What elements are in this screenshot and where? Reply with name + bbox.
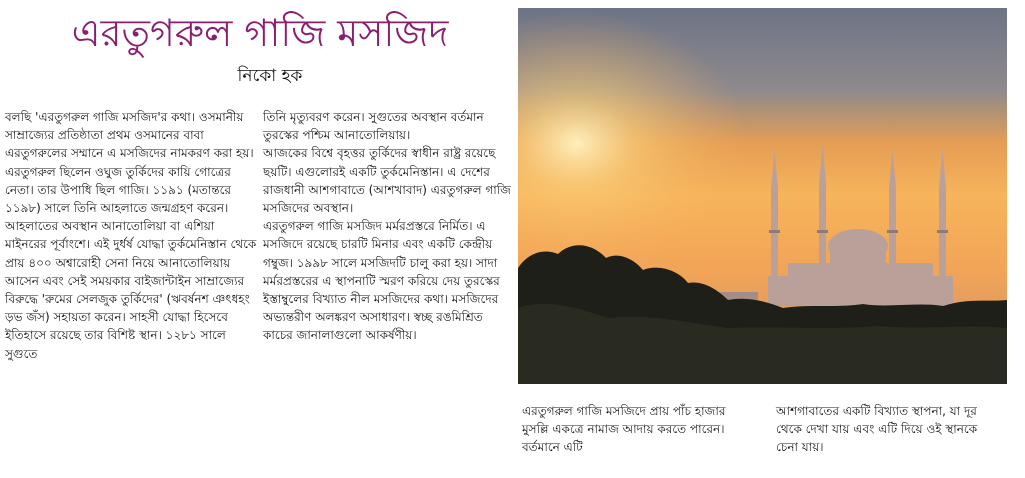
mosque-photo (518, 8, 1007, 384)
paragraph: তিনি মৃত্যুবরণ করেন। সুগুতের অবস্থান বর্তমান তুরস্কের পশ্চিম আনাতোলিয়ায়। (263, 110, 484, 143)
author-byline: নিকো হক (237, 66, 303, 86)
paragraph: আজকের বিশ্বে বৃহত্তর তুর্কিদের স্বাধীন রাষ্ট্র রয়েছে ছয়টি। এগুলোরই একটি তুর্কমেনিস্তান। এ দেশের রাজধানী আশগাবাতে (আশখাবাদ) এরতুগরুল গাজি মসজিদের অবস্থান। (263, 146, 511, 216)
photo-caption-2: আশগাবাতের একটি বিখ্যাত স্থাপনা, যা দূর থেকে দেখা যায় এবং এটি দিয়ে ওই স্থানকে চেনা যায়। (776, 404, 978, 454)
article-column-2 (263, 108, 513, 345)
article-headline: এরতুগরুল গাজি মসজিদ (71, 11, 449, 55)
photo-caption-1: এরতুগরুল গাজি মসজিদে প্রায় পাঁচ হাজার মুসল্লি একত্রে নামাজ আদায় করতে পারেন। বর্তমানে এটি (522, 404, 726, 454)
article-column-1 (5, 108, 257, 363)
paragraph: এরতুগরুল গাজি মসজিদ মর্মরপ্রস্তরে নির্মিত। এ মসজিদে রয়েছে চারটি মিনার এবং একটি কেন্দ্রীয় গম্বুজ। ১৯৯৮ সালে মসজিদটি চালু করা হয়। সাদা মর্মরপ্রস্তরের এ স্থাপনাটি স্মরণ করিয়ে দেয় তুরস্কের ইস্তাম্বুলের বিখ্যাত নীল মসজিদের কথা। মসজিদের অভ্যন্তরীণ অলঙ্করণ অসাধারণ। স্বচ্ছ রঙমিশ্রিত কাচের জানালাগুলো আকর্ষণীয়। (263, 219, 500, 343)
paragraph: বলছি 'এরতুগরুল গাজি মসজিদ'র কথা। ওসমানীয় সাম্রাজ্যের প্রতিষ্ঠাতা প্রথম ওসমানের বাবা এরতুগরুলের সম্মানে এ মসজিদের নামকরণ করা হয়। এরতুগরুল ছিলেন ওঘুজ তুর্কিদের কায়ি গোত্রের নেতা। তার উপাধি ছিল গাজি। ১১৯১ (মতান্তরে ১১৯৮) সালে তিনি আহলাতে জন্মগ্রহণ করেন। আহলাতের অবস্থান আনাতোলিয়া বা এশিয়া মাইনরের পূর্বাংশে। এই দুর্ধর্ষ যোদ্ধা তুর্কমেনিস্তান থেকে প্রায় ৪০০ অশ্বারোহী সেনা নিয়ে আনাতোলিয়ায় আসেন এবং সেই সময়কার বাইজান্টাইন সাম্রাজ্যের বিরুদ্ধে 'রুমের সেলজুক তুর্কিদের' (ঋবর্ষনশ ঞৎধহং ড়ভ জঁস) সহায়তা করেন। সাহসী যোদ্ধা হিসেবে ইতিহাসে রয়েছে তার বিশিষ্ট স্থান। ১২৮১ সালে সুগুতে (5, 110, 257, 361)
